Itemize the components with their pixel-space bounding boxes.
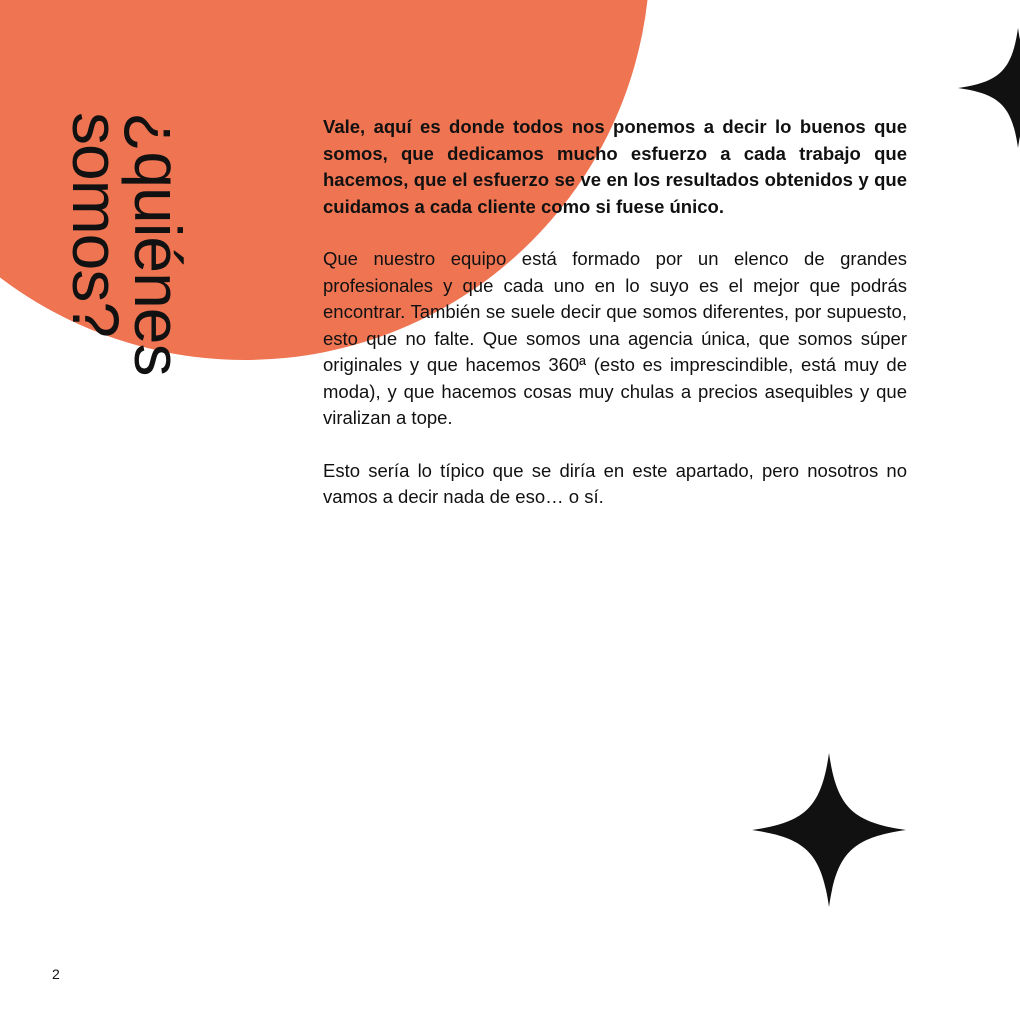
team-paragraph: Que nuestro equipo está formado por un elenco de grandes profesionales y que cada uno en lo suyo es el mejor que podrás encontrar. También se suele decir que somos diferentes, por supuesto, esto que no falte. Que somos una agencia única, que somos súper originales y que hacemos 360ª (esto es imprescindible, está muy de moda), y que hacemos cosas muy chulas a precios asequibles y que viralizan a tope. xyxy=(323,248,907,428)
intro-paragraph: Vale, aquí es donde todos nos ponemos a decir lo buenos que somos, que dedicamos mucho esfuerzo a cada trabajo que hacemos, que el esfuerzo se ve en los resultados obtenidos y que cuidamos a cada cliente como si fuese único. xyxy=(323,116,907,217)
body-text xyxy=(323,114,907,537)
title-line-1: ¿quiénes xyxy=(121,112,196,376)
four-point-star-icon xyxy=(958,28,1020,148)
page-number: 2 xyxy=(52,966,60,982)
closing-paragraph: Esto sería lo típico que se diría en este apartado, pero nosotros no vamos a decir nada de eso… o sí. xyxy=(323,459,907,507)
page-title xyxy=(59,112,196,432)
four-point-star-icon xyxy=(752,752,906,908)
title-line-2: somos? xyxy=(59,112,134,338)
